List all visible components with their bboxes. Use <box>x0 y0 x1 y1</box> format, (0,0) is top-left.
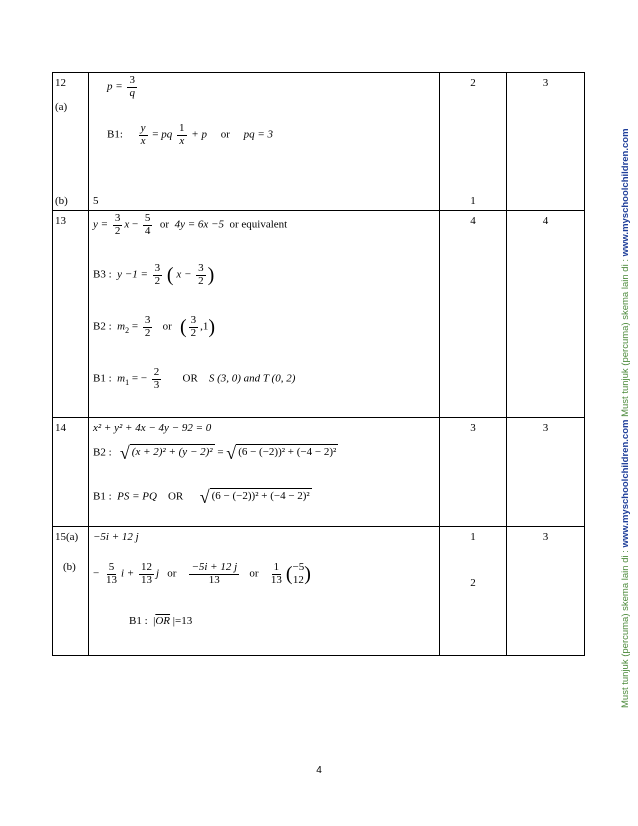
working-cell <box>89 211 440 418</box>
watermark-link[interactable]: www.myschoolchildren.com <box>620 128 631 257</box>
answer-14: x² + y² + 4x − 4y − 92 = 0 <box>93 422 212 434</box>
total-mark: 4 <box>542 215 549 227</box>
table-row-13 <box>53 211 585 418</box>
question-number-cell <box>53 211 89 418</box>
sub-mark: 4 <box>470 215 476 227</box>
sub-mark: 1 <box>470 195 476 207</box>
watermark-text: Must tunjuk (percuma) skema lain di : <box>620 547 631 708</box>
working-cell <box>89 418 440 527</box>
sub-mark: 1 <box>470 531 476 543</box>
marks-cell <box>440 73 507 211</box>
marks-cell <box>440 527 507 656</box>
b1-12a: B1: $\frac{y}{x}$ = pq $\frac{1}{x}$ + p or pq = 3 <box>107 122 274 147</box>
question-number-cell <box>53 527 89 656</box>
total-marks-cell <box>507 211 585 418</box>
vertical-watermark <box>620 128 631 708</box>
working-cell <box>89 527 440 656</box>
question-number-cell <box>53 418 89 527</box>
answer-12b: 5 <box>93 195 99 207</box>
b3-13: B3 : y −1 = $\frac{3}{2}$ ( x − $\frac{3}{2}$ ) <box>93 262 215 287</box>
b1-14: B1 : PS = PQ OR √ (6 − (−2))² + (−4 − 2)² <box>93 487 310 507</box>
table-row-12 <box>53 73 585 211</box>
total-mark: 3 <box>542 77 549 89</box>
b1-13: B1 : $m_1$ = − $\frac{2}{3}$ OR S (3, 0) and T (0, 2) <box>93 366 296 391</box>
marks-cell <box>440 418 507 527</box>
total-marks-cell <box>507 73 585 211</box>
watermark-link[interactable]: www.myschoolchildren.com <box>620 419 631 548</box>
part-label: (a) <box>55 101 68 113</box>
question-number: 12 <box>55 77 66 89</box>
marks-cell <box>440 211 507 418</box>
part-label: (b) <box>63 561 76 573</box>
total-marks-cell <box>507 527 585 656</box>
part-label: (b) <box>55 195 68 207</box>
marking-scheme-table <box>52 72 585 656</box>
sub-mark: 3 <box>470 422 476 434</box>
b2-13: B2 : $m_2$ = $\frac{3}{2}$ or ( $\frac{3}{2}$ ,1) <box>93 314 216 339</box>
answer-13: y = $\frac{3}{2}$ x − $\frac{5}{4}$ or 4y = 6x −5 or equivalent <box>93 212 288 237</box>
table-row-14 <box>53 418 585 527</box>
b1-15: B1 : $|\overline{OR}$ |=13 <box>129 615 193 627</box>
answer-12a: p = $\frac{3}{q}$ <box>107 74 135 99</box>
total-mark: 3 <box>542 531 549 543</box>
answer-15b: − $\frac{5}{13}$ i + $\frac{12}{13}$ j or $\frac{-5i + 12 j}{13}$ or $\frac{1}{13}$ ( −5 12 ) <box>93 561 311 587</box>
sub-mark: 2 <box>470 77 476 89</box>
question-number-cell <box>53 73 89 211</box>
question-number: 13 <box>55 215 66 227</box>
total-marks-cell <box>507 418 585 527</box>
b2-14: B2 : √ (x + 2)² + (y − 2)² = √ (6 − (−2))² + (−4 − 2)² <box>93 443 337 463</box>
page-number: 4 <box>316 765 322 776</box>
answer-15a: −5i + 12 j <box>93 531 139 543</box>
sub-mark: 2 <box>470 577 476 589</box>
table-row-15 <box>53 527 585 656</box>
question-number: 15(a) <box>55 531 79 543</box>
watermark-text: Must tunjuk (percuma) skema lain di : <box>620 256 631 420</box>
working-cell <box>89 73 440 211</box>
question-number: 14 <box>55 422 66 434</box>
total-mark: 3 <box>542 422 549 434</box>
